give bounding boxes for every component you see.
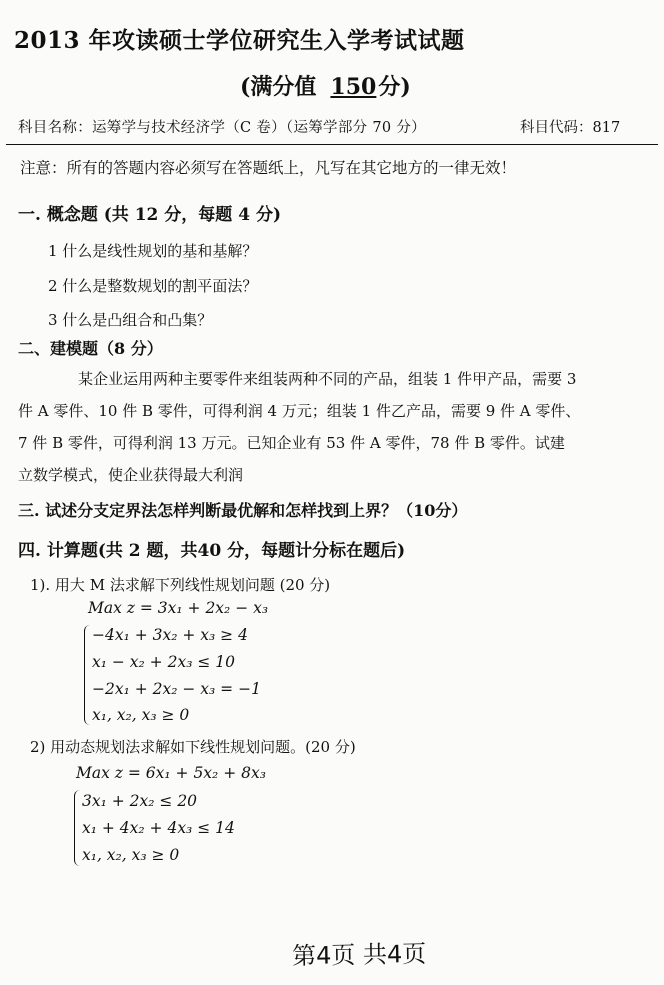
section1-item: 3 什么是凸组合和凸集？ <box>48 311 213 329</box>
problem1-label: 1). 用大 M 法求解下列线性规划问题 (20 分) <box>30 576 331 594</box>
problem1-constraint: x₁ − x₂ + 2x₃ ≤ 10 <box>92 653 235 671</box>
section2-line: 7 件 B 零件，可得利润 13 万元。已知企业有 53 件 A 零件，78 件 B 零件。试建 <box>18 434 565 452</box>
header-divider <box>6 144 658 145</box>
problem2-constraint: x₁ + 4x₂ + 4x₃ ≤ 14 <box>82 819 235 837</box>
subject-code: 科目代码：817 <box>520 120 621 136</box>
problem2-objective: Max z = 6x₁ + 5x₂ + 8x₃ <box>76 764 266 782</box>
notice: 注意：所有的答题内容必须写在答题纸上，凡写在其它地方的一律无效！ <box>20 159 517 177</box>
subject-name: 科目名称：运筹学与技术经济学（C 卷）（运筹学部分 70 分） <box>18 120 426 136</box>
section1-item: 2 什么是整数规划的割平面法？ <box>48 277 258 295</box>
exam-title: 2013 年攻读硕士学位研究生入学考试试题 <box>14 27 465 54</box>
page-number-handwritten: 第4页 共4页 <box>291 939 427 971</box>
section2-heading: 二、建模题（8 分） <box>18 339 163 358</box>
problem1-constraint: x₁, x₂, x₃ ≥ 0 <box>92 706 190 724</box>
problem1-objective: Max z = 3x₁ + 2x₂ − x₃ <box>88 599 269 617</box>
problem1-constraint: −2x₁ + 2x₂ − x₃ = −1 <box>92 680 261 698</box>
score-suffix: 分) <box>378 74 411 100</box>
problem2-label: 2) 用动态规划法求解如下线性规划问题。(20 分) <box>30 738 356 756</box>
problem2-constraint: x₁, x₂, x₃ ≥ 0 <box>82 846 180 864</box>
section4-heading: 四. 计算题(共 2 题，共40 分，每题计分标在题后) <box>18 541 406 561</box>
section3-heading: 三. 试述分支定界法怎样判断最优解和怎样找到上界？（10分） <box>18 501 468 520</box>
score-prefix: (满分值 <box>240 74 317 100</box>
section1-item: 1 什么是线性规划的基和基解？ <box>48 242 258 260</box>
problem1-constraint: −4x₁ + 3x₂ + x₃ ≥ 4 <box>92 626 248 644</box>
section2-line: 件 A 零件、10 件 B 零件，可得利润 4 万元；组装 1 件乙产品，需要 9 件 A 零件、 <box>18 402 581 420</box>
section2-line: 某企业运用两种主要零件来组装两种不同的产品，组装 1 件甲产品，需要 3 <box>78 370 577 388</box>
problem2-constraint: 3x₁ + 2x₂ ≤ 20 <box>82 792 198 810</box>
section2-line: 立数学模式，使企业获得最大利润 <box>18 466 244 484</box>
score-value: 150 <box>330 74 377 100</box>
section1-heading: 一. 概念题 (共 12 分，每题 4 分) <box>18 205 282 225</box>
full-score <box>240 70 411 101</box>
